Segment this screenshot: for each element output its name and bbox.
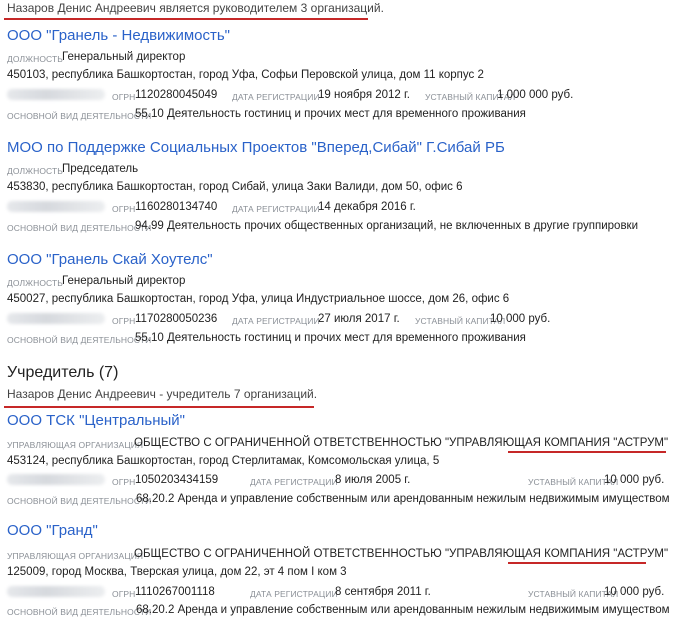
capital-label: УСТАВНЫЙ КАПИТАЛ: [425, 92, 516, 102]
ogrn-label: ОГРН: [112, 92, 136, 102]
ogrn-value: 1170280050236: [135, 313, 218, 325]
reg-date-value: 27 июля 2017 г.: [318, 313, 400, 325]
capital-label: УСТАВНЫЙ КАПИТАЛ: [528, 589, 619, 599]
activity-label: ОСНОВНОЙ ВИД ДЕЯТЕЛЬНОСТИ: [7, 223, 152, 233]
activity-label: ОСНОВНОЙ ВИД ДЕЯТЕЛЬНОСТИ: [7, 496, 152, 506]
position-label: ДОЛЖНОСТЬ: [7, 278, 63, 288]
managing-org-value: ОБЩЕСТВО С ОГРАНИЧЕННОЙ ОТВЕТСТВЕННОСТЬЮ "УПРАВЛЯЮЩАЯ КОМПАНИЯ "АСТРУМ": [134, 437, 669, 449]
position-label: ДОЛЖНОСТЬ: [7, 54, 63, 64]
capital-value: 10 000 руб.: [604, 586, 665, 598]
reg-date-value: 19 ноября 2012 г.: [318, 89, 410, 101]
reg-date-value: 8 июля 2005 г.: [335, 474, 411, 486]
capital-label: УСТАВНЫЙ КАПИТАЛ: [528, 477, 619, 487]
position-value: Генеральный директор: [62, 275, 186, 287]
capital-value: 10 000 руб.: [604, 474, 665, 486]
activity-label: ОСНОВНОЙ ВИД ДЕЯТЕЛЬНОСТИ: [7, 111, 152, 121]
capital-label: УСТАВНЫЙ КАПИТАЛ: [415, 316, 506, 326]
inn-redacted: [7, 89, 105, 100]
position-value: Генеральный директор: [62, 51, 186, 63]
ogrn-label: ОГРН: [112, 204, 136, 214]
position-label: ДОЛЖНОСТЬ: [7, 166, 63, 176]
ogrn-label: ОГРН: [112, 316, 136, 326]
head-summary-underline: [4, 18, 368, 20]
capital-value: 1 000 000 руб.: [497, 89, 574, 101]
managing-org-value: ОБЩЕСТВО С ОГРАНИЧЕННОЙ ОТВЕТСТВЕННОСТЬЮ "УПРАВЛЯЮЩАЯ КОМПАНИЯ "АСТРУМ": [134, 548, 669, 560]
reg-date-label: ДАТА РЕГИСТРАЦИИ: [250, 589, 338, 599]
org-link-tsk-centralny[interactable]: ООО ТСК "Центральный": [7, 412, 186, 429]
ogrn-value: 1160280134740: [135, 201, 218, 213]
activity-label: ОСНОВНОЙ ВИД ДЕЯТЕЛЬНОСТИ: [7, 607, 152, 617]
inn-redacted: [7, 313, 105, 324]
activity-value: 68.20.2 Аренда и управление собственным или арендованным нежилым недвижимым имуществом: [136, 493, 670, 505]
founder-summary-underline: [4, 406, 314, 408]
reg-date-label: ДАТА РЕГИСТРАЦИИ: [232, 316, 320, 326]
managing-org-label: УПРАВЛЯЮЩАЯ ОРГАНИЗАЦИЯ: [7, 440, 144, 450]
managing-org-underline: [508, 562, 646, 564]
managing-org-underline: [508, 451, 666, 453]
activity-value: 55.10 Деятельность гостиниц и прочих мест для временного проживания: [135, 332, 526, 344]
org-address: 450027, республика Башкортостан, город Уфа, улица Индустриальное шоссе, дом 26, офис 6: [7, 293, 510, 305]
org-address: 125009, город Москва, Тверская улица, дом 22, эт 4 пом I ком 3: [7, 566, 347, 578]
org-address: 453830, республика Башкортостан, город Сибай, улица Заки Валиди, дом 50, офис 6: [7, 181, 463, 193]
activity-value: 55.10 Деятельность гостиниц и прочих мест для временного проживания: [135, 108, 526, 120]
founder-summary: Назаров Денис Андреевич - учредитель 7 организаций.: [7, 387, 318, 401]
head-summary: Назаров Денис Андреевич является руководителем 3 организаций.: [7, 1, 384, 15]
activity-label: ОСНОВНОЙ ВИД ДЕЯТЕЛЬНОСТИ: [7, 335, 152, 345]
org-link-granel-nedvizhimost[interactable]: ООО "Гранель - Недвижимость": [7, 27, 231, 44]
org-link-grand[interactable]: ООО "Гранд": [7, 522, 98, 539]
ogrn-value: 1050203434159: [135, 474, 219, 486]
managing-org-label: УПРАВЛЯЮЩАЯ ОРГАНИЗАЦИЯ: [7, 551, 144, 561]
capital-value: 10 000 руб.: [490, 313, 551, 325]
inn-redacted: [7, 474, 105, 485]
reg-date-label: ДАТА РЕГИСТРАЦИИ: [232, 204, 320, 214]
activity-value: 94.99 Деятельность прочих общественных организаций, не включенных в другие группировки: [135, 220, 639, 232]
ogrn-value: 1110267001118: [135, 586, 215, 598]
reg-date-value: 8 сентября 2011 г.: [335, 586, 431, 598]
activity-value: 68.20.2 Аренда и управление собственным или арендованным нежилым недвижимым имуществом: [136, 604, 670, 616]
inn-redacted: [7, 586, 105, 597]
org-link-vpered-sibay[interactable]: МОО по Поддержке Социальных Проектов "Вперед,Сибай" Г.Сибай РБ: [7, 139, 505, 156]
org-link-granel-sky-hotels[interactable]: ООО "Гранель Скай Хоутелс": [7, 251, 213, 268]
org-address: 453124, республика Башкортостан, город Стерлитамак, Комсомольская улица, 5: [7, 455, 440, 467]
inn-redacted: [7, 201, 105, 212]
ogrn-label: ОГРН: [112, 477, 136, 487]
ogrn-label: ОГРН: [112, 589, 136, 599]
position-value: Председатель: [62, 163, 139, 175]
founder-section-title: Учредитель (7): [7, 364, 119, 381]
reg-date-value: 14 декабря 2016 г.: [318, 201, 416, 213]
ogrn-value: 1120280045049: [135, 89, 218, 101]
reg-date-label: ДАТА РЕГИСТРАЦИИ: [232, 92, 320, 102]
reg-date-label: ДАТА РЕГИСТРАЦИИ: [250, 477, 338, 487]
org-address: 450103, республика Башкортостан, город Уфа, Софьи Перовской улица, дом 11 корпус 2: [7, 69, 484, 81]
